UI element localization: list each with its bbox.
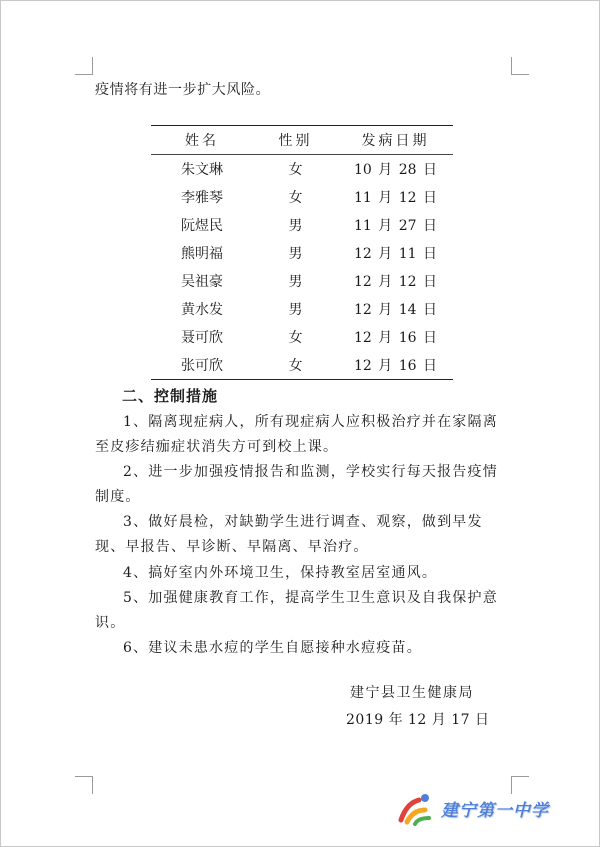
cell-gender: 男 <box>288 302 303 318</box>
table-row <box>151 211 453 239</box>
table-row <box>151 239 453 267</box>
cell-onset-date: 11 月 12 日 <box>354 190 437 206</box>
table-header-row <box>151 126 453 155</box>
table-row <box>151 295 453 323</box>
header-name: 姓名 <box>185 133 219 149</box>
measure-1: 1、隔离现症病人，所有现症病人应积极治疗并在家隔离至皮疹结痂症状消失方可到校上课。 <box>95 414 498 455</box>
measure-3: 3、做好晨检，对缺勤学生进行调查、观察，做到早发现、早报告、早诊断、早隔离、早治疗。 <box>95 514 483 555</box>
measure-6: 6、建议未患水痘的学生自愿接种水痘疫苗。 <box>123 640 422 656</box>
table-row <box>151 267 453 295</box>
cell-onset-date: 12 月 11 日 <box>354 246 437 262</box>
cell-gender: 女 <box>288 330 303 346</box>
table-row <box>151 155 453 183</box>
table-body <box>151 155 453 379</box>
cell-name: 聂可欣 <box>181 330 223 346</box>
signature-date: 2019 年 12 月 17 日 <box>346 712 490 728</box>
cell-gender: 女 <box>288 190 303 206</box>
cell-name: 黄水发 <box>181 302 223 318</box>
cell-name: 吴祖豪 <box>181 274 223 290</box>
table-row <box>151 323 453 351</box>
school-logo-icon <box>395 790 435 826</box>
crop-mark-bottom-left <box>75 776 93 794</box>
cell-name: 阮煜民 <box>181 218 223 234</box>
cell-gender: 女 <box>288 358 303 374</box>
crop-mark-top-right <box>511 57 529 75</box>
cell-onset-date: 12 月 14 日 <box>354 302 437 318</box>
cell-name: 李雅琴 <box>181 190 223 206</box>
intro-text: 疫情将有进一步扩大风险。 <box>95 82 271 98</box>
cell-gender: 男 <box>288 218 303 234</box>
school-watermark <box>395 790 549 826</box>
measure-4: 4、搞好室内外环境卫生，保持教室居室通风。 <box>123 565 438 581</box>
measure-2: 2、进一步加强疫情报告和监测，学校实行每天报告疫情制度。 <box>95 464 498 505</box>
cell-onset-date: 12 月 16 日 <box>354 330 437 346</box>
header-gender: 性别 <box>278 133 313 149</box>
watermark-text: 建宁第一中学 <box>441 800 549 821</box>
cell-onset-date: 11 月 27 日 <box>354 218 437 234</box>
cell-name: 熊明福 <box>181 246 223 262</box>
signature-org: 建宁县卫生健康局 <box>350 685 474 701</box>
cell-gender: 男 <box>288 246 303 262</box>
header-onset-date: 发病日期 <box>361 133 430 149</box>
section-heading: 二、控制措施 <box>122 387 219 405</box>
table-row <box>151 183 453 211</box>
table-row <box>151 351 453 379</box>
measure-5: 5、加强健康教育工作，提高学生卫生意识及自我保护意识。 <box>95 590 498 631</box>
cell-name: 朱文琳 <box>181 162 223 178</box>
cell-gender: 男 <box>288 274 303 290</box>
cell-name: 张可欣 <box>181 358 223 374</box>
cell-onset-date: 12 月 12 日 <box>354 274 437 290</box>
cell-onset-date: 12 月 16 日 <box>354 358 437 374</box>
cell-onset-date: 10 月 28 日 <box>354 162 437 178</box>
cell-gender: 女 <box>288 162 303 178</box>
case-table <box>151 125 453 380</box>
crop-mark-top-left <box>75 57 93 75</box>
